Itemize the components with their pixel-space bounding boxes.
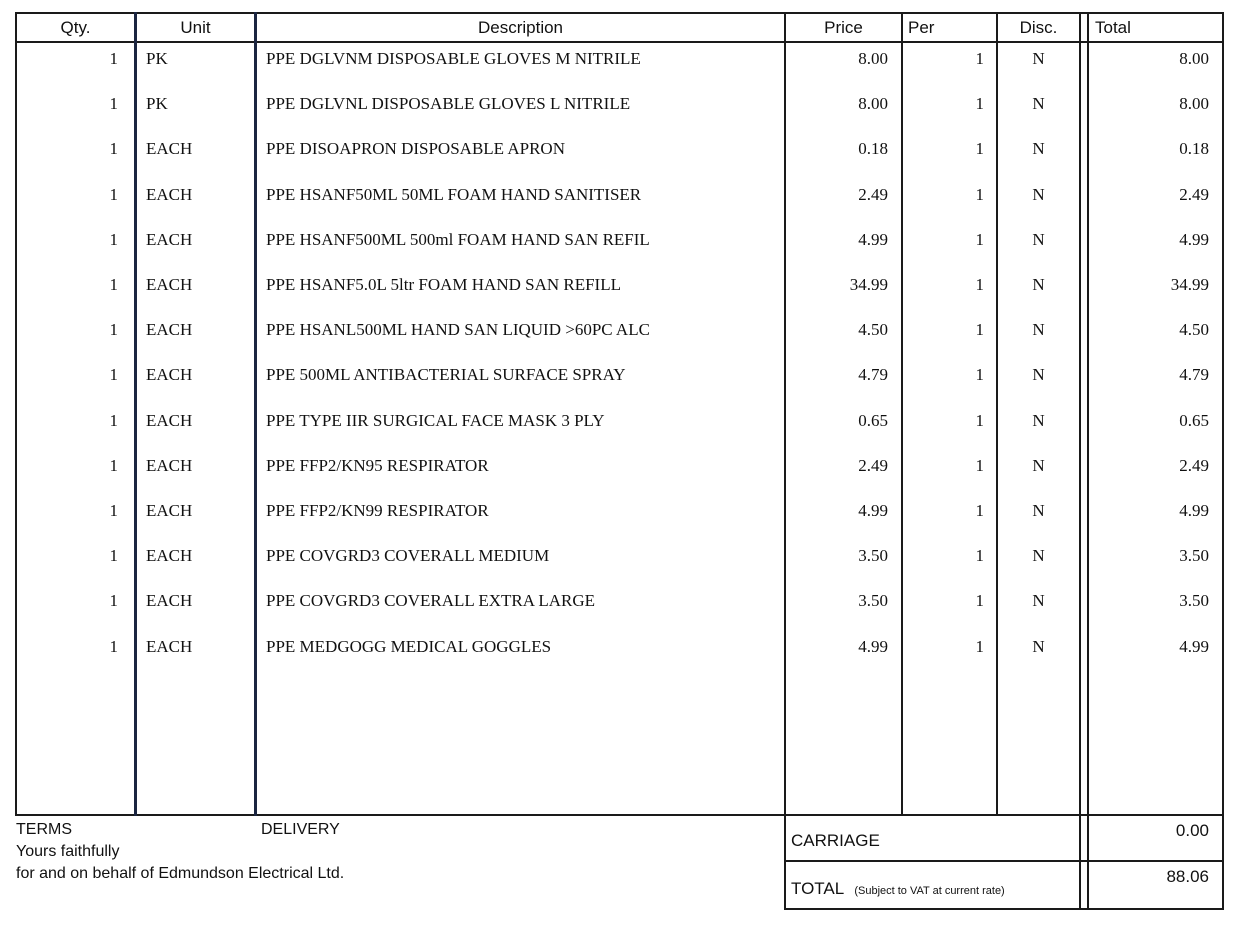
carriage-label: CARRIAGE [791, 831, 880, 850]
cell-qty: 1 [109, 456, 118, 475]
cell-total: 34.99 [1170, 275, 1209, 294]
cell-per: 1 [975, 275, 984, 294]
cell-qty: 1 [109, 365, 118, 384]
cell-qty: 1 [109, 49, 118, 68]
cell-disc: N [1032, 230, 1045, 249]
cell-per: 1 [975, 185, 984, 204]
cell-unit: EACH [146, 139, 193, 158]
col-divider-unit-desc [254, 12, 257, 816]
cell-price: 2.49 [858, 185, 888, 204]
cell-disc: N [1032, 501, 1045, 520]
cell-per: 1 [975, 411, 984, 430]
cell-price: 2.49 [858, 456, 888, 475]
header-price: Price [824, 18, 863, 37]
totals-bottom-border [784, 908, 1224, 910]
cell-unit: EACH [146, 365, 193, 384]
cell-disc: N [1032, 49, 1045, 68]
cell-unit: EACH [146, 637, 193, 656]
cell-description: PPE 500ML ANTIBACTERIAL SURFACE SPRAY [266, 365, 626, 384]
total-value: 88.06 [1166, 867, 1209, 886]
cell-price: 34.99 [849, 275, 888, 294]
cell-total: 8.00 [1179, 49, 1209, 68]
col-divider-qty-unit [134, 12, 137, 816]
cell-qty: 1 [109, 94, 118, 113]
cell-unit: EACH [146, 320, 193, 339]
cell-qty: 1 [109, 637, 118, 656]
cell-description: PPE MEDGOGG MEDICAL GOGGLES [266, 637, 552, 656]
cell-total: 2.49 [1179, 456, 1209, 475]
cell-total: 4.99 [1179, 637, 1209, 656]
cell-description: PPE DGLVNL DISPOSABLE GLOVES L NITRILE [266, 94, 631, 113]
cell-price: 4.79 [858, 365, 888, 384]
carriage-value: 0.00 [1175, 821, 1209, 840]
cell-description: PPE TYPE IIR SURGICAL FACE MASK 3 PLY [266, 411, 605, 430]
cell-total: 4.50 [1179, 320, 1209, 339]
cell-qty: 1 [109, 185, 118, 204]
cell-disc: N [1032, 320, 1045, 339]
terms-label: TERMS [16, 821, 72, 838]
cell-price: 3.50 [858, 546, 888, 565]
cell-price: 0.65 [858, 411, 888, 430]
closing-line-2: for and on behalf of Edmundson Electrical Ltd. [16, 865, 345, 882]
cell-per: 1 [975, 591, 984, 610]
cell-unit: EACH [146, 185, 193, 204]
table-right-border [1222, 12, 1224, 910]
header-unit: Unit [180, 18, 211, 37]
cell-total: 0.65 [1179, 411, 1209, 430]
cell-description: PPE COVGRD3 COVERALL MEDIUM [266, 546, 550, 565]
cell-unit: PK [146, 49, 168, 68]
cell-disc: N [1032, 546, 1045, 565]
cell-disc: N [1032, 275, 1045, 294]
header-total: Total [1095, 18, 1131, 37]
header-bottom-border [15, 41, 1224, 43]
cell-description: PPE HSANL500ML HAND SAN LIQUID >60PC ALC [266, 320, 650, 339]
cell-total: 0.18 [1179, 139, 1209, 158]
cell-qty: 1 [109, 275, 118, 294]
cell-price: 3.50 [858, 591, 888, 610]
cell-unit: EACH [146, 275, 193, 294]
cell-description: PPE HSANF500ML 500ml FOAM HAND SAN REFIL [266, 230, 650, 249]
cell-per: 1 [975, 139, 984, 158]
cell-unit: EACH [146, 591, 193, 610]
cell-description: PPE DISOAPRON DISPOSABLE APRON [266, 139, 565, 158]
cell-total: 3.50 [1179, 546, 1209, 565]
cell-qty: 1 [109, 139, 118, 158]
cell-per: 1 [975, 456, 984, 475]
cell-total: 8.00 [1179, 94, 1209, 113]
cell-description: PPE FFP2/KN95 RESPIRATOR [266, 456, 489, 475]
cell-price: 4.99 [858, 230, 888, 249]
cell-unit: PK [146, 94, 168, 113]
cell-qty: 1 [109, 230, 118, 249]
cell-per: 1 [975, 49, 984, 68]
cell-price: 4.99 [858, 637, 888, 656]
total-label-wrap [791, 878, 1005, 902]
cell-qty: 1 [109, 546, 118, 565]
delivery-label: DELIVERY [261, 821, 340, 838]
cell-disc: N [1032, 94, 1045, 113]
cell-qty: 1 [109, 501, 118, 520]
table-bottom-border [15, 814, 1224, 816]
cell-per: 1 [975, 501, 984, 520]
cell-disc: N [1032, 139, 1045, 158]
cell-disc: N [1032, 185, 1045, 204]
cell-disc: N [1032, 365, 1045, 384]
cell-qty: 1 [109, 411, 118, 430]
cell-price: 8.00 [858, 94, 888, 113]
cell-total: 3.50 [1179, 591, 1209, 610]
cell-description: PPE COVGRD3 COVERALL EXTRA LARGE [266, 591, 595, 610]
cell-total: 4.79 [1179, 365, 1209, 384]
cell-disc: N [1032, 456, 1045, 475]
header-description: Description [477, 18, 564, 37]
header-disc: Disc. [1019, 18, 1058, 37]
cell-unit: EACH [146, 501, 193, 520]
cell-disc: N [1032, 637, 1045, 656]
cell-price: 4.50 [858, 320, 888, 339]
cell-unit: EACH [146, 546, 193, 565]
cell-price: 8.00 [858, 49, 888, 68]
cell-total: 4.99 [1179, 501, 1209, 520]
cell-per: 1 [975, 94, 984, 113]
cell-per: 1 [975, 546, 984, 565]
cell-disc: N [1032, 411, 1045, 430]
cell-unit: EACH [146, 456, 193, 475]
cell-unit: EACH [146, 411, 193, 430]
cell-per: 1 [975, 637, 984, 656]
cell-unit: EACH [146, 230, 193, 249]
cell-total: 4.99 [1179, 230, 1209, 249]
cell-per: 1 [975, 230, 984, 249]
cell-disc: N [1032, 591, 1045, 610]
cell-per: 1 [975, 365, 984, 384]
header-qty: Qty. [60, 18, 91, 37]
cell-description: PPE HSANF5.0L 5ltr FOAM HAND SAN REFILL [266, 275, 621, 294]
cell-description: PPE FFP2/KN99 RESPIRATOR [266, 501, 489, 520]
cell-qty: 1 [109, 591, 118, 610]
cell-total: 2.49 [1179, 185, 1209, 204]
cell-description: PPE DGLVNM DISPOSABLE GLOVES M NITRILE [266, 49, 641, 68]
col-divider-disc-total-a [1079, 12, 1081, 910]
cell-price: 0.18 [858, 139, 888, 158]
cell-description: PPE HSANF50ML 50ML FOAM HAND SANITISER [266, 185, 642, 204]
cell-per: 1 [975, 320, 984, 339]
totals-divider [784, 860, 1224, 862]
cell-price: 4.99 [858, 501, 888, 520]
total-label: TOTAL [791, 879, 844, 898]
total-vat-note: (Subject to VAT at current rate) [854, 885, 1005, 897]
cell-qty: 1 [109, 320, 118, 339]
closing-line-1: Yours faithfully [16, 843, 120, 860]
header-per: Per [908, 18, 935, 37]
